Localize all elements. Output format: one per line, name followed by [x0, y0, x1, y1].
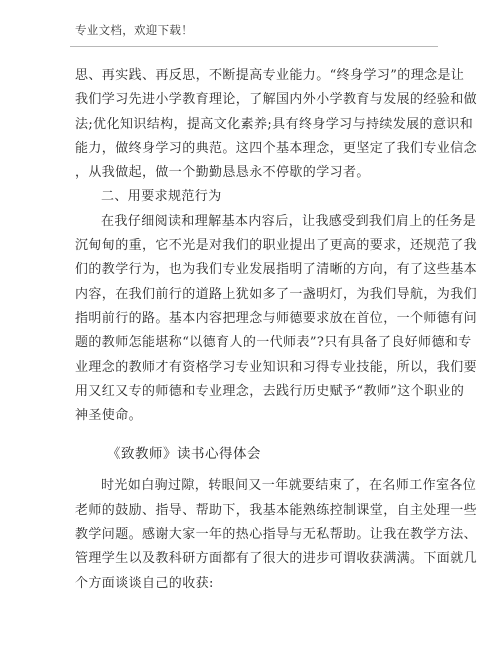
paragraph-line: 我们学习先进小学教育理论，了解国内外小学教育与发展的经验和做 — [75, 92, 478, 108]
paragraph-line: ，从我做起，做一个勤勤恳恳永不停歇的学习者。 — [75, 165, 370, 181]
paragraph-line: 法;优化知识结构，提高文化素养;具有终身学习与持续发展的意识和 — [75, 116, 474, 132]
paragraph-line: 们的教学行为，也为我们专业发展指明了清晰的方向，有了这些基本 — [75, 262, 478, 278]
paragraph-line: 时光如白驹过隙，转眼间又一年就要结束了，在名师工作室各位 — [101, 478, 477, 494]
header-divider — [70, 46, 438, 47]
paragraph-line: 能力，做终身学习的典范。这四个基本理念，更坚定了我们专业信念 — [75, 140, 478, 156]
paragraph-line: 内容，在我们前行的道路上犹如多了一盏明灯，为我们导航，为我们 — [75, 286, 478, 302]
paragraph-line: 业理念的教师才有资格学习专业知识和习得专业技能，所以，我们要 — [75, 359, 478, 375]
paragraph-line: 在我仔细阅读和理解基本内容后，让我感受到我们肩上的任务是 — [101, 213, 477, 229]
article-title: 《致教师》读书心得体会 — [107, 446, 261, 463]
spacer — [75, 428, 425, 442]
paragraph-line: 沉甸甸的重，它不光是对我们的职业提出了更高的要求，还规范了我 — [75, 238, 478, 254]
paragraph-line: 管理学生以及教科研方面都有了很大的进步可谓收获满满。下面就几 — [75, 551, 478, 567]
paragraph-line: 老师的鼓励、指导、帮助下，我基本能熟练控制课堂，自主处理一些 — [75, 502, 478, 518]
paragraph-line: 题的教师怎能堪称“以德育人的一代师表”?只有具备了良好师德和专 — [75, 335, 472, 351]
spacer — [75, 466, 425, 474]
paragraph-line: 教学问题。感谢大家一年的热心指导与无私帮助。让我在教学方法、 — [75, 527, 478, 543]
paragraph-line: 用又红又专的师德和专业理念，去践行历史赋予“教师”这个职业的 — [75, 383, 465, 399]
section-heading: 二、用要求规范行为 — [101, 189, 222, 205]
document-header: 专业文档，欢迎下载！ — [75, 23, 193, 37]
paragraph-line: 个方面谈谈自己的收获: — [75, 575, 214, 591]
document-body — [75, 64, 478, 596]
paragraph-line: 神圣使命。 — [75, 408, 143, 424]
paragraph-line: 指明前行的路。基本内容把理念与师德要求放在首位，一个师德有问 — [75, 310, 478, 326]
paragraph-line: 思、再实践、再反思，不断提高专业能力。“终身学习”的理念是让 — [75, 68, 465, 83]
